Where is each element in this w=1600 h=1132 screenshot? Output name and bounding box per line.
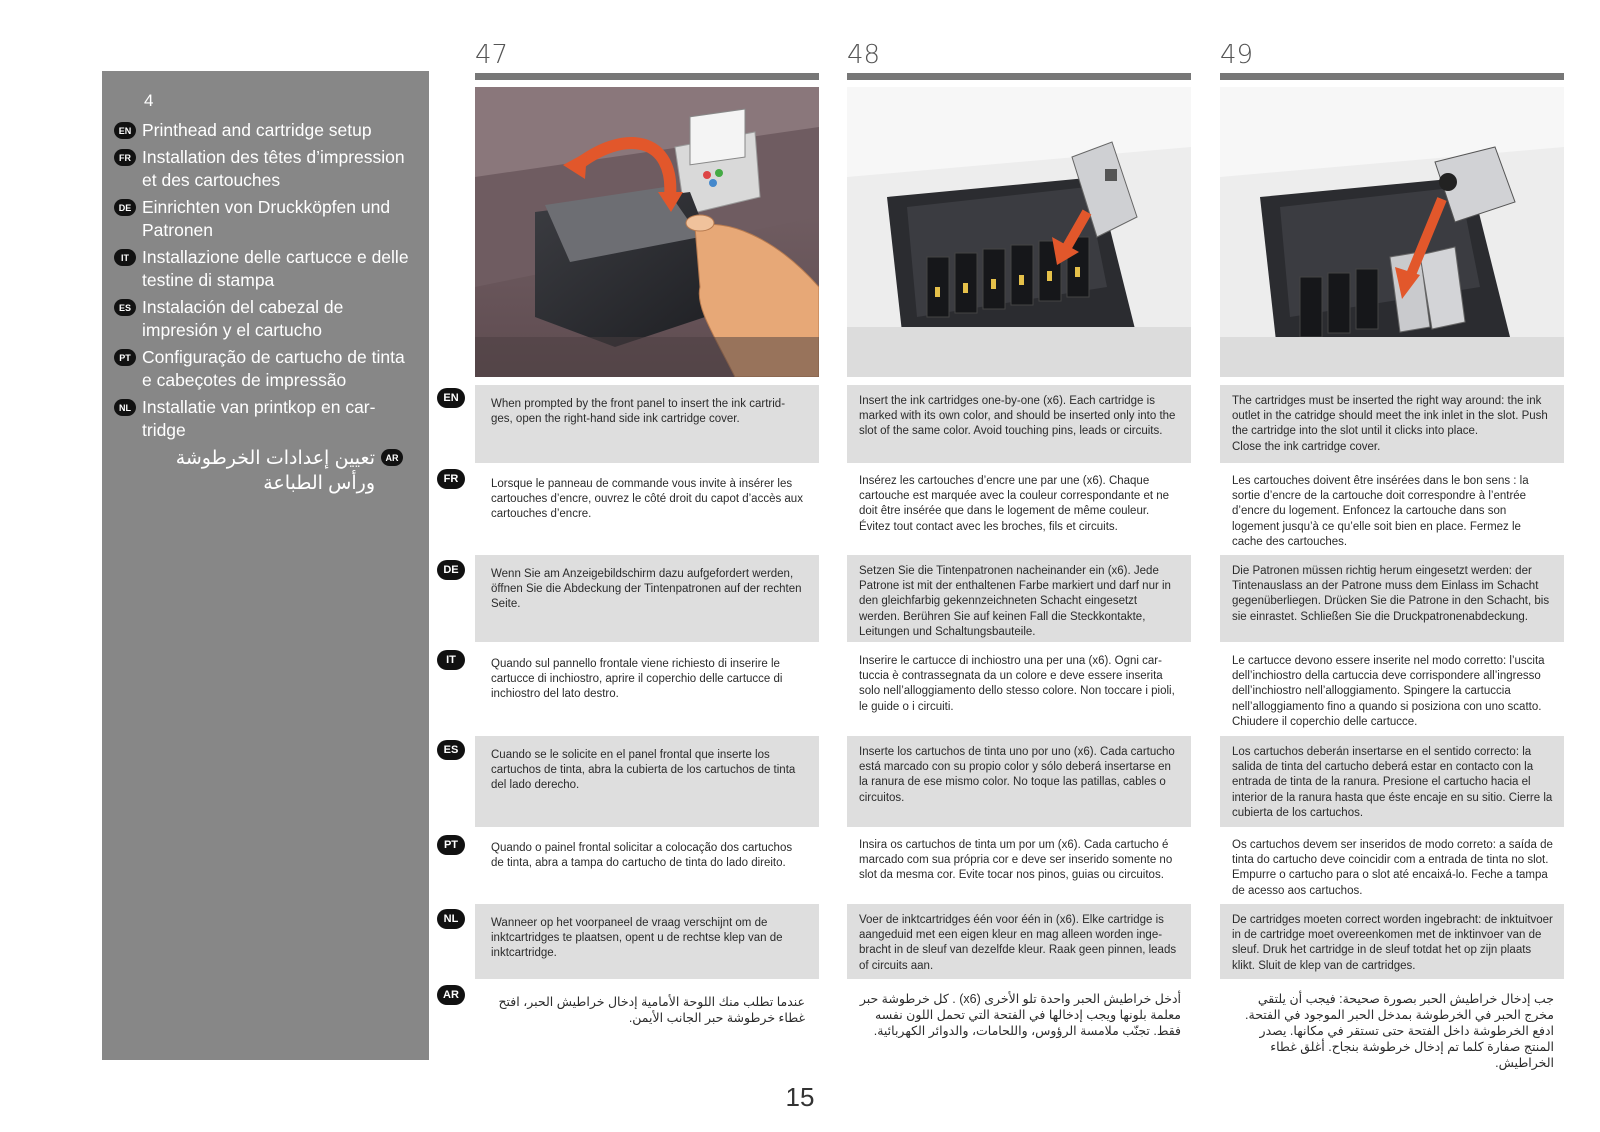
- instruction-pt-step49: Os cartuchos devem ser inseridos de modo correto: a saída de tinta do cartucho deve coincidir com a entrada de tinta no slot. Empurre o cartucho para o slot até encaixá-lo. Feche a tampa de acesso aos cartuchos.: [1232, 839, 1553, 897]
- instruction-es-step47: Cuando se le solicite en el panel frontal que inserte los cartuchos de tinta, abra la cubierta de los cartuchos de tinta del lado derecho.: [475, 736, 819, 827]
- instruction-it-step47: Quando sul pannello frontale viene richiesto di inserire le cartucce di inchiostro, aprire il coperchio delle cartucce di inchiostro del lato destro.: [491, 658, 783, 701]
- instruction-nl-step49: De cartridges moeten correct worden ingebracht: de inktuitvoer in de cartridge moet overeenkomen met de inktinvoer van de sleuf. Druk het cartridge in de sleuf totdat het op zijn plaats klikt. Sluit de klep van de cartridges.: [1220, 904, 1564, 979]
- instruction-es-step49: Los cartuchos deberán insertarse en el sentido correcto: la salida de tinta del cartucho deberá estar en contacto con la entrada de tinta de la ranura. Presione el cartucho hacia el interior de la ranura hasta que éste encaje en su sitio. Cierre la cubierta de los cartuchos.: [1220, 736, 1564, 827]
- section-title-it: [114, 246, 417, 292]
- language-badge: ES: [114, 299, 136, 316]
- section-title-pt: [114, 346, 417, 392]
- instruction-en-step49: The cartridges must be inserted the right way around: the ink outlet in the catridge should meet the ink inlet in the slot. Push the cartridge into the slot until it clicks into place. Close the ink cartridge cover.: [1220, 385, 1564, 463]
- step-image-cartridge-orientation: [1220, 87, 1564, 377]
- language-badge: IT: [114, 249, 136, 266]
- instruction-fr-step49: Les cartouches doivent être insérées dans le bon sens : la sortie d’encre de la cartouche doit correspondre à l’entrée d’encre du logement. Enfoncez la cartouche dans son logement jusqu’à ce qu’elle soit bien en place. Fermez le cache des cartouches.: [1232, 475, 1529, 548]
- section-title-text: Installatie van printkop en car-tridge: [142, 397, 376, 440]
- instruction-en-step48: Insert the ink cartridges one-by-one (x6). Each cartridge is marked with its own color, and should be inserted only into the slot of the same color. Avoid touching pins, leads or circuits.: [847, 385, 1191, 463]
- step-image-open-cover: [475, 87, 819, 377]
- section-title-text: Installazione delle cartucce e delle testine di stampa: [142, 247, 409, 290]
- step-divider: [847, 73, 1191, 80]
- section-title-text: Configuração de cartucho de tinta e cabeçotes de impressão: [142, 347, 405, 390]
- language-badge-it: IT: [437, 650, 465, 670]
- language-badge-ar: AR: [437, 985, 465, 1005]
- section-title-text: Einrichten von Druckköpfen und Patronen: [142, 197, 391, 240]
- step-divider: [1220, 73, 1564, 80]
- instruction-ar-step48: أدخل خراطيش الحبر واحدة تلو الأخرى (x6) . كل خرطوشة حبر معلمة بلونها ويجب إدخالها في الفتحة التي تحمل اللون نفسه فقط. تجنّب ملامسة الرؤوس، واللحامات، والدوائر الكهربائية.: [859, 992, 1181, 1038]
- instruction-it-step48: Inserire le cartucce di inchiostro una per una (x6). Ogni car-tuccia è contrassegnata da un colore e deve essere inserita solo nell’alloggiamento dello stesso colore. Non toccare i pioli, le guide o i circuiti.: [859, 655, 1175, 713]
- instruction-de-step49: Die Patronen müssen richtig herum eingesetzt werden: der Tintenauslass an der Patrone muss dem Einlass im Schacht gegenüberliegen. Drücken Sie die Patrone in den Schacht, bis sie einrastet. Schließen Sie die Druckpatronenabdeckung.: [1220, 555, 1564, 642]
- instruction-de-step48: Setzen Sie die Tintenpatronen nacheinander ein (x6). Jede Patrone ist mit der enthaltenen Farbe markiert und darf nur in den gleichfarbig gekennzeichneten Schacht eingesetzt werden. Berühren Sie auf keinen Fall die Steckkontakte, Leitungen und Schaltungsbauteile.: [847, 555, 1191, 642]
- section-title-es: [114, 296, 417, 342]
- language-badge-en: EN: [437, 388, 465, 408]
- section-title-text: Installation des têtes d’impression et des cartouches: [142, 147, 405, 190]
- instruction-ar-step47: عندما تطلب منك اللوحة الأمامية إدخال خراطيش الحبر، افتح غطاء خرطوشة حبر الجانب الأيمن.: [498, 995, 805, 1025]
- instruction-de-step47: Wenn Sie am Anzeigebildschirm dazu aufgefordert werden, öffnen Sie die Abdeckung der Tintenpatronen auf der rechten Seite.: [475, 555, 819, 642]
- language-badge: NL: [114, 399, 136, 416]
- instruction-fr-step47: Lorsque le panneau de commande vous invite à insérer les cartouches d’encre, ouvrez le côté droit du capot d’accès aux cartouches d’encre.: [491, 478, 803, 521]
- step-image-insert-cartridge: [847, 87, 1191, 377]
- language-badge-de: DE: [437, 560, 465, 580]
- language-badge-es: ES: [437, 740, 465, 760]
- section-title-en: [114, 119, 417, 142]
- instruction-fr-step48: Insérez les cartouches d’encre une par une (x6). Chaque cartouche est marquée avec la couleur correspondante et ne doit être insérée que dans le logement de même couleur. Évitez tout contact avec les broches, fils et circuits.: [859, 475, 1170, 533]
- instruction-nl-step48: Voer de inktcartridges één voor één in (x6). Elke cartridge is aangeduid met een eigen kleur en mag alleen worden inge-bracht in de sleuf van dezelfde kleur. Raak geen pinnen, leads of circuits aan.: [847, 904, 1191, 979]
- page-number: 15: [785, 1082, 815, 1112]
- language-badge: FR: [114, 149, 136, 166]
- language-badge: DE: [114, 199, 136, 216]
- instruction-nl-step47: Wanneer op het voorpaneel de vraag verschijnt om de inktcartridges te plaatsen, opent u de rechtse klep van de inktcartridge.: [475, 904, 819, 979]
- step-number: 49: [1220, 40, 1254, 70]
- language-badge-nl: NL: [437, 909, 465, 929]
- language-badge-fr: FR: [437, 469, 465, 489]
- instruction-es-step48: Inserte los cartuchos de tinta uno por uno (x6). Cada cartucho está marcado con su propio color y sólo deberá insertarse en la ranura de ese mismo color. No toque las patillas, cables o circuitos.: [847, 736, 1191, 827]
- section-title-text: Instalación del cabezal de impresión y el cartucho: [142, 297, 344, 340]
- step-divider: [475, 73, 819, 80]
- section-title-ar: [114, 446, 417, 496]
- section-title-text: تعيين إعدادات الخرطوشة ورأس الطباعة: [175, 448, 375, 494]
- instruction-pt-step47: Quando o painel frontal solicitar a colocação dos cartuchos de tinta, abra a tampa do cartucho de tinta do lado direito.: [491, 842, 793, 870]
- language-badge: PT: [114, 349, 136, 366]
- instruction-ar-step49: جب إدخال خراطيش الحبر بصورة صحيحة: فيجب أن يلتقي مخرج الحبر في الخرطوشة بمدخل الحبر الموجود في الفتحة. ادفع الخرطوشة داخل الفتحة حتى تستقر في مكانها. يصدر المنتج صفارة كلما تم إدخال خرطوشة بنجاح. أغلق غطاء الخراطيش.: [1245, 992, 1554, 1070]
- language-badge: AR: [381, 449, 403, 466]
- section-title-fr: [114, 146, 417, 192]
- section-title-text: Printhead and cartridge setup: [142, 120, 372, 140]
- instruction-pt-step48: Insira os cartuchos de tinta um por um (x6). Cada cartucho é marcado com sua própria cor e deve ser inserido somente no slot da mesma cor. Evite tocar nos pinos, guias ou circuitos.: [859, 839, 1173, 882]
- instruction-en-step47: When prompted by the front panel to insert the ink cartrid-ges, open the right-hand side ink cartridge cover.: [475, 385, 819, 463]
- section-title-de: [114, 196, 417, 242]
- section-title-nl: [114, 396, 417, 442]
- language-badge: EN: [114, 122, 136, 139]
- step-number: 48: [847, 40, 881, 70]
- step-number: 47: [475, 40, 509, 70]
- section-sidebar: [102, 71, 429, 1060]
- section-number: 4: [144, 91, 154, 110]
- instruction-it-step49: Le cartucce devono essere inserite nel modo corretto: l’uscita dell’inchiostro della cartuccia deve corrispondere all’ingresso dell’inchiostro nell’alloggiamento. Spingere la cartuccia nell’alloggiamento fino a quando si posiziona con uno scatto. Chiudere il coperchio delle cartucce.: [1232, 655, 1545, 728]
- language-badge-pt: PT: [437, 835, 465, 855]
